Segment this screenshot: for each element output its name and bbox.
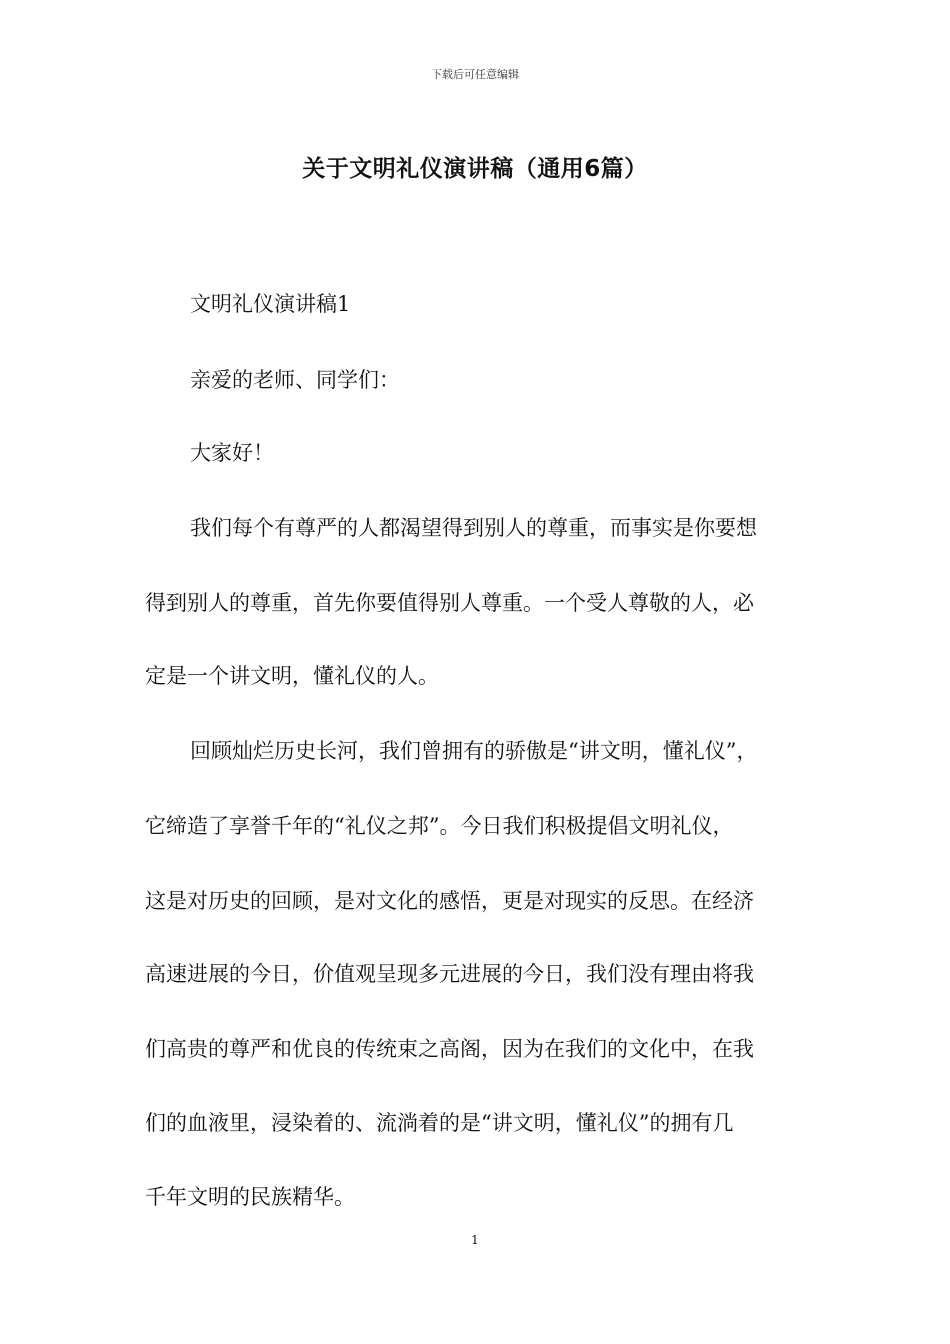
section-heading: 文明礼仪演讲稿1: [190, 292, 351, 316]
paragraph-line: 我们每个有尊严的人都渴望得到别人的尊重，而事实是你要想: [190, 516, 757, 540]
document-title: 关于文明礼仪演讲稿（通用6篇）: [302, 156, 648, 182]
page-number: 1: [471, 1233, 479, 1247]
paragraph-line: 们高贵的尊严和优良的传统束之高阁，因为在我们的文化中，在我: [145, 1037, 754, 1061]
greeting: 大家好！: [190, 441, 274, 465]
paragraph-line: 它缔造了享誉千年的“礼仪之邦”。今日我们积极提倡文明礼仪，: [145, 814, 734, 838]
paragraph-line: 们的血液里，浸染着的、流淌着的是“讲文明，懂礼仪”的拥有几: [145, 1111, 734, 1135]
paragraph-line: 定是一个讲文明，懂礼仪的人。: [145, 664, 439, 688]
header-note: 下载后可任意编辑: [431, 68, 519, 81]
paragraph-line: 这是对历史的回顾，是对文化的感悟，更是对现实的反思。在经济: [145, 889, 754, 913]
paragraph-line: 千年文明的民族精华。: [145, 1185, 355, 1209]
paragraph-line: 回顾灿烂历史长河，我们曾拥有的骄傲是“讲文明，懂礼仪”，: [190, 739, 758, 763]
salutation: 亲爱的老师、同学们：: [190, 368, 400, 392]
paragraph-line: 高速进展的今日，价值观呈现多元进展的今日，我们没有理由将我: [145, 962, 754, 986]
paragraph-line: 得到别人的尊重，首先你要值得别人尊重。一个受人尊敬的人，必: [145, 591, 754, 615]
